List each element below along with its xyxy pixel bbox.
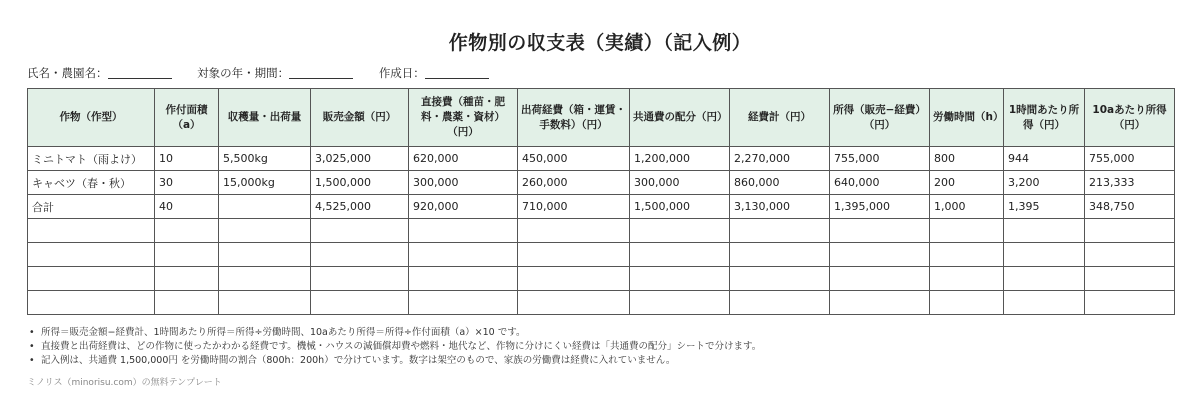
table-row [28, 243, 1175, 267]
table-cell[interactable] [518, 243, 630, 267]
table-cell[interactable] [730, 243, 830, 267]
table-cell[interactable] [409, 243, 518, 267]
table-cell[interactable] [311, 219, 409, 243]
page-title: 作物別の収支表（実績）（記入例） [448, 32, 752, 54]
table-cell[interactable] [155, 291, 219, 315]
table-cell[interactable] [219, 267, 311, 291]
table-cell[interactable]: 3,130,000 [730, 195, 830, 219]
column-header: 10aあたり所得（円） [1085, 89, 1175, 147]
table-cell[interactable] [518, 291, 630, 315]
table-cell[interactable] [630, 219, 730, 243]
table-cell[interactable]: 800 [930, 147, 1004, 171]
table-cell[interactable] [518, 267, 630, 291]
table-cell[interactable]: 1,200,000 [630, 147, 730, 171]
column-header: 経費計（円） [730, 89, 830, 147]
table-cell[interactable] [1085, 219, 1175, 243]
table-cell[interactable] [1085, 243, 1175, 267]
table-row [28, 267, 1175, 291]
table-cell[interactable]: 300,000 [630, 171, 730, 195]
table-cell[interactable]: ミニトマト（雨よけ） [28, 147, 155, 171]
table-cell[interactable]: 3,200 [1004, 171, 1085, 195]
table-cell[interactable] [1085, 291, 1175, 315]
table-cell[interactable]: 620,000 [409, 147, 518, 171]
table-cell[interactable] [830, 219, 930, 243]
table-row [28, 195, 1175, 219]
column-header: 作物（作型） [28, 89, 155, 147]
table-cell[interactable] [630, 267, 730, 291]
table-cell[interactable]: 300,000 [409, 171, 518, 195]
table-cell[interactable]: 15,000kg [219, 171, 311, 195]
table-cell[interactable]: 944 [1004, 147, 1085, 171]
table-cell[interactable] [930, 291, 1004, 315]
table-cell[interactable] [311, 243, 409, 267]
table-cell[interactable]: 450,000 [518, 147, 630, 171]
table-cell[interactable]: 1,395,000 [830, 195, 930, 219]
table-row [28, 171, 1175, 195]
table-cell[interactable] [730, 219, 830, 243]
table-cell[interactable]: 30 [155, 171, 219, 195]
table-cell[interactable] [28, 291, 155, 315]
name-field [27, 65, 172, 81]
table-row [28, 219, 1175, 243]
table-cell[interactable]: 755,000 [830, 147, 930, 171]
table-cell[interactable] [1004, 267, 1085, 291]
table-cell[interactable] [155, 243, 219, 267]
table-row [28, 147, 1175, 171]
table-cell[interactable]: 1,395 [1004, 195, 1085, 219]
table-row [28, 291, 1175, 315]
table-cell[interactable] [830, 267, 930, 291]
table-cell[interactable]: 1,000 [930, 195, 1004, 219]
period-label: 対象の年・期間： [197, 66, 290, 80]
period-blank[interactable] [289, 66, 353, 79]
table-cell[interactable] [28, 267, 155, 291]
note-item: • 直接費と出荷経費は、どの作物に使ったかわかる経費です。機械・ハウスの減価償却費や燃料・地代など、作物に分けにくい経費は「共通費の配分」シートで分けます。 [27, 340, 761, 354]
table-cell[interactable]: 2,270,000 [730, 147, 830, 171]
table-cell[interactable] [155, 219, 219, 243]
note-item: • 所得＝販売金額−経費計、1時間あたり所得＝所得÷労働時間、10aあたり所得＝所得÷作付面積（a）×10 です。 [27, 326, 761, 340]
table-cell[interactable] [219, 243, 311, 267]
table-cell[interactable] [630, 291, 730, 315]
table-cell[interactable] [1004, 243, 1085, 267]
table-cell[interactable] [219, 291, 311, 315]
table-cell[interactable] [311, 291, 409, 315]
table-cell[interactable] [1004, 219, 1085, 243]
table-cell[interactable] [28, 243, 155, 267]
table-cell[interactable] [930, 219, 1004, 243]
meta-fields [27, 65, 511, 81]
table-cell[interactable]: 1,500,000 [630, 195, 730, 219]
table-cell[interactable]: 348,750 [1085, 195, 1175, 219]
table-cell[interactable]: 5,500kg [219, 147, 311, 171]
date-field [379, 65, 489, 81]
table-cell[interactable] [409, 267, 518, 291]
table-cell[interactable] [311, 267, 409, 291]
table-cell[interactable]: 920,000 [409, 195, 518, 219]
table-cell[interactable]: 710,000 [518, 195, 630, 219]
date-label: 作成日： [378, 66, 425, 80]
notes-list [27, 326, 761, 368]
table-body [28, 147, 1175, 315]
table-cell[interactable]: 260,000 [518, 171, 630, 195]
table-cell[interactable] [219, 195, 311, 219]
footer-credit: ミノリス（minorisu.com）の無料テンプレート [27, 378, 222, 388]
table-cell[interactable]: 3,025,000 [311, 147, 409, 171]
table-cell[interactable] [1085, 267, 1175, 291]
table-cell[interactable]: 200 [930, 171, 1004, 195]
name-label: 氏名・農園名： [27, 66, 108, 80]
table-cell[interactable] [28, 219, 155, 243]
table-cell[interactable] [830, 243, 930, 267]
table-cell[interactable] [730, 291, 830, 315]
column-header: 販売金額（円） [311, 89, 409, 147]
column-header: 作付面積（a） [155, 89, 219, 147]
name-blank[interactable] [108, 66, 172, 79]
table-cell[interactable] [630, 243, 730, 267]
table-header-row [28, 89, 1175, 147]
table-cell[interactable] [518, 219, 630, 243]
table-cell[interactable]: 640,000 [830, 171, 930, 195]
column-header: 出荷経費（箱・運賃・手数料）（円） [518, 89, 630, 147]
table-cell[interactable]: 4,525,000 [311, 195, 409, 219]
table-cell[interactable] [930, 243, 1004, 267]
column-header: 収穫量・出荷量 [219, 89, 311, 147]
column-header: 共通費の配分（円） [630, 89, 730, 147]
table-cell[interactable]: 860,000 [730, 171, 830, 195]
column-header: 労働時間（h） [930, 89, 1004, 147]
period-field [197, 65, 353, 81]
table-cell[interactable] [409, 219, 518, 243]
date-blank[interactable] [425, 66, 489, 79]
column-header: 直接費（種苗・肥料・農薬・資材）（円） [409, 89, 518, 147]
table-cell[interactable] [730, 267, 830, 291]
table-cell[interactable] [219, 219, 311, 243]
income-expense-table [27, 88, 1175, 315]
table-cell[interactable] [409, 291, 518, 315]
table-cell[interactable]: 合計 [28, 195, 155, 219]
table-cell[interactable] [1004, 291, 1085, 315]
table-cell[interactable]: 10 [155, 147, 219, 171]
table-cell[interactable]: 40 [155, 195, 219, 219]
table-cell[interactable]: 1,500,000 [311, 171, 409, 195]
table-cell[interactable]: 755,000 [1085, 147, 1175, 171]
table-cell[interactable] [830, 291, 930, 315]
table-cell[interactable] [930, 267, 1004, 291]
note-item: • 記入例は、共通費 1,500,000円 を労働時間の割合（800h：200h）で分けています。数字は架空のもので、家族の労働費は経費に入れていません。 [27, 354, 761, 368]
column-header: 所得（販売−経費）（円） [830, 89, 930, 147]
table-cell[interactable] [155, 267, 219, 291]
table-cell[interactable]: 213,333 [1085, 171, 1175, 195]
table-cell[interactable]: キャベツ（春・秋） [28, 171, 155, 195]
column-header: 1時間あたり所得（円） [1004, 89, 1085, 147]
